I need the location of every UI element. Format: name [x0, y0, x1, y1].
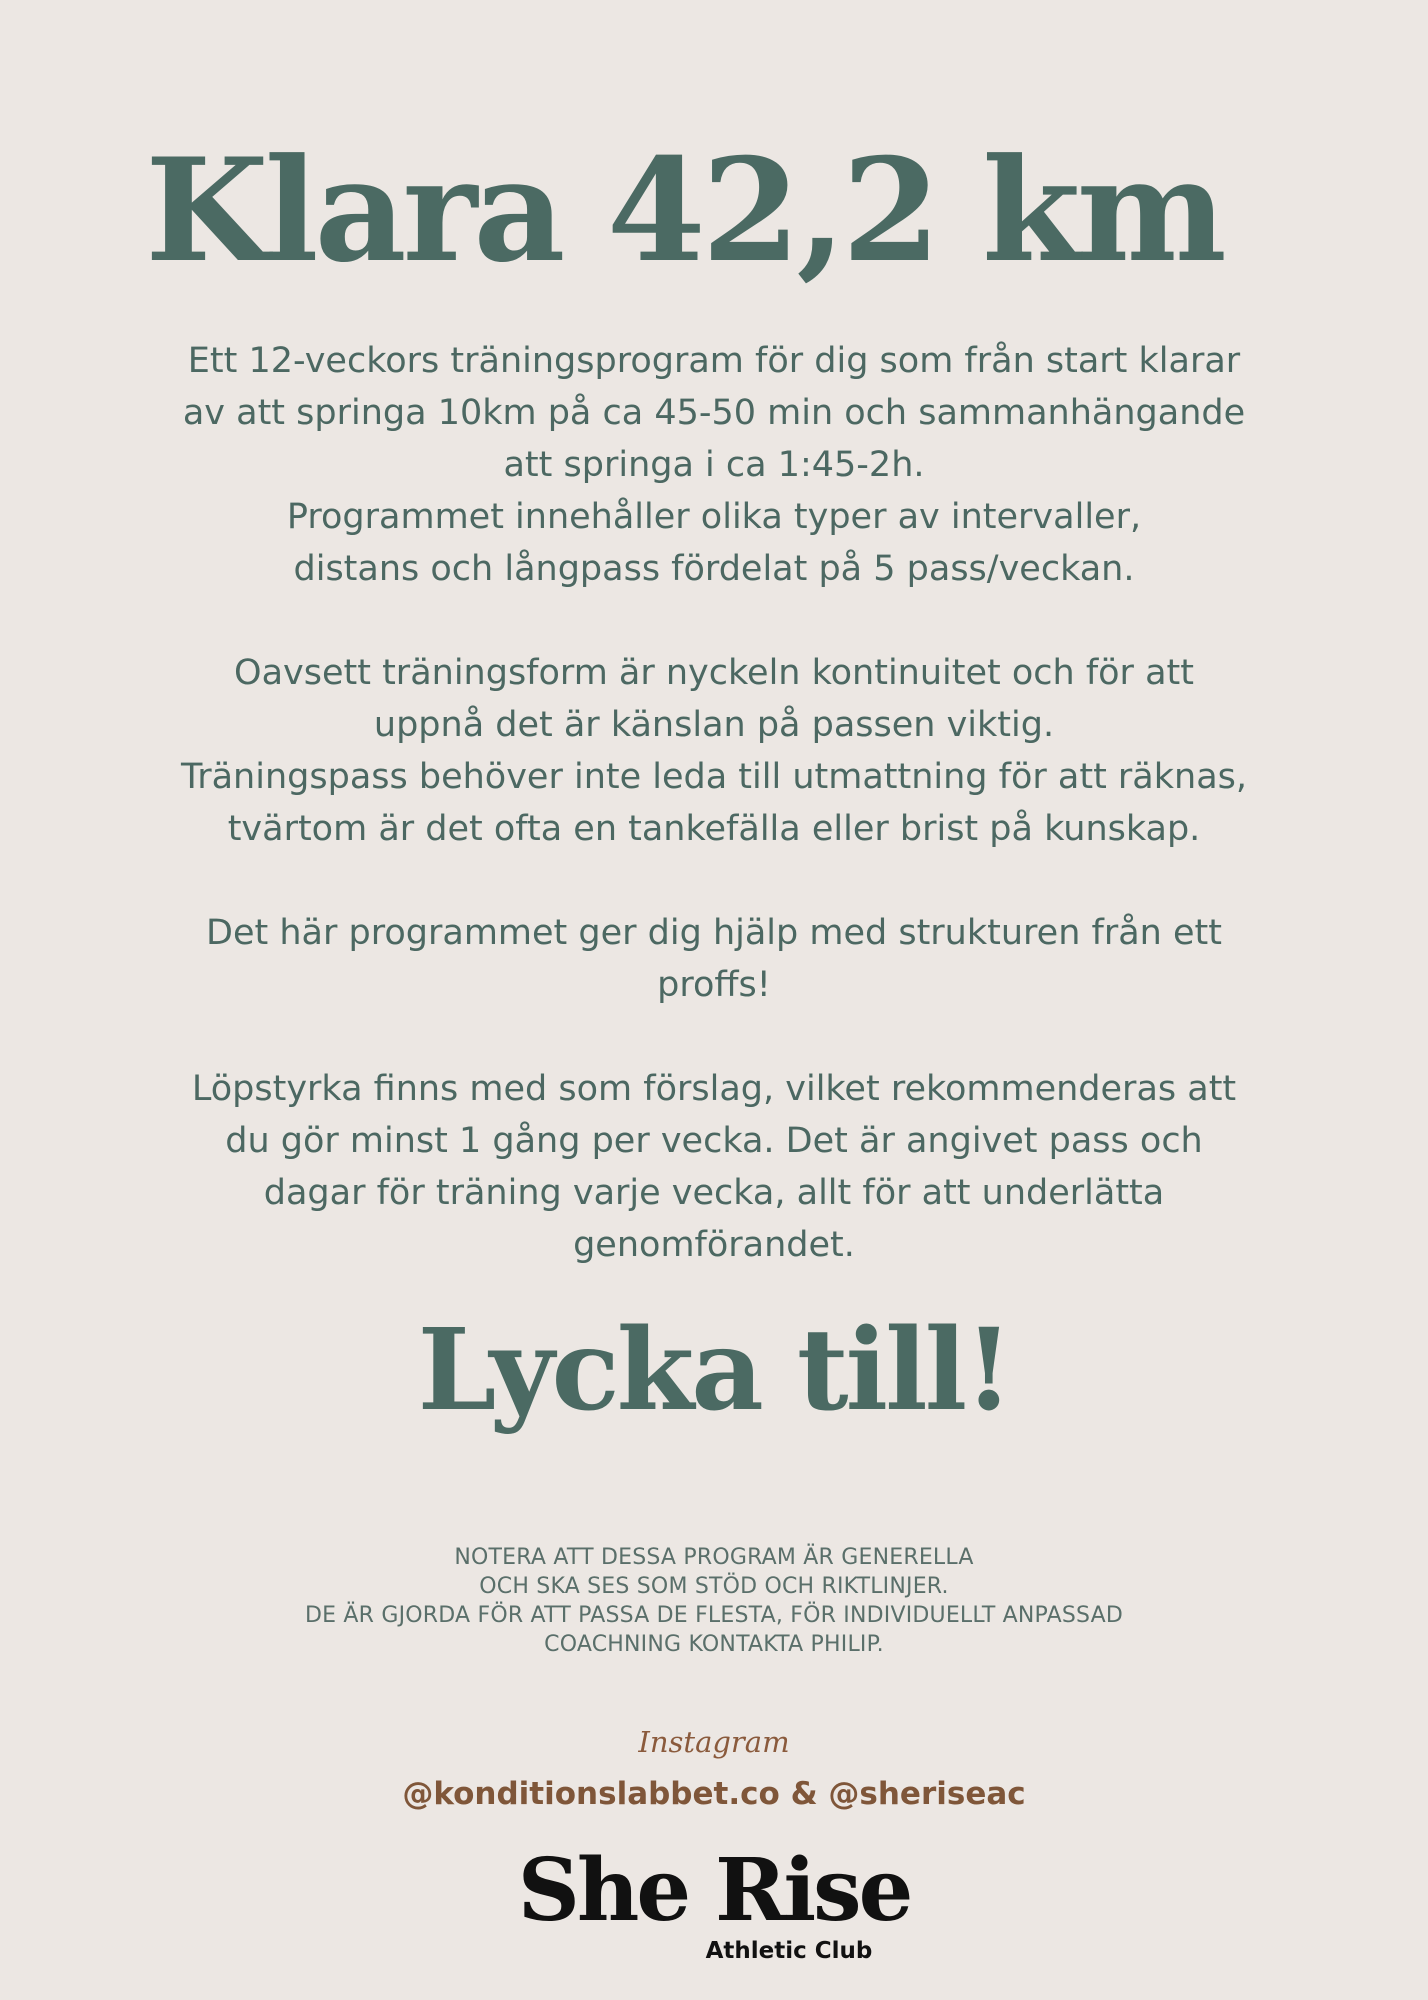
paragraph-line: att springa i ca 1:45-2h.	[503, 445, 925, 485]
notice-line: DE ÄR GJORDA FÖR ATT PASSA DE FLESTA, FÖR INDIVIDUELLT ANPASSAD	[304, 1603, 1123, 1628]
paragraph-line: uppnå det är känslan på passen viktig.	[373, 705, 1055, 745]
paragraph	[140, 647, 1288, 855]
logo-wordmark: She Rise	[517, 1840, 911, 1941]
paragraph-line: distans och långpass fördelat på 5 pass/veckan.	[293, 549, 1135, 589]
notice-line: COACHNING KONTAKTA PHILIP.	[544, 1632, 884, 1657]
paragraph-line: tvärtom är det ofta en tankefälla eller brist på kunskap.	[227, 809, 1201, 849]
body-text	[140, 335, 1288, 1323]
instagram-label: Instagram	[638, 1725, 790, 1759]
paragraph-line: Programmet innehåller olika typer av intervaller,	[286, 497, 1142, 537]
paragraph-line: Löpstyrka finns med som förslag, vilket rekommenderas att	[191, 1069, 1237, 1109]
paragraph-line: Träningspass behöver inte leda till utmattning för att räknas,	[180, 757, 1248, 797]
paragraph-line: Det här programmet ger dig hjälp med strukturen från ett	[206, 913, 1222, 953]
paragraph-line: av att springa 10km på ca 45-50 min och sammanhängande	[182, 393, 1246, 433]
paragraph-line: proffs!	[657, 965, 771, 1005]
paragraph	[140, 335, 1288, 595]
paragraph-line: Oavsett träningsform är nyckeln kontinuitet och för att	[234, 653, 1194, 693]
paragraph-line: dagar för träning varje vecka, allt för att underlätta	[263, 1173, 1165, 1213]
instagram-handles[interactable]: @konditionslabbet.co & @sheriseac	[402, 1776, 1026, 1812]
disclaimer-notice	[200, 1543, 1228, 1659]
page-title: Klara 42,2 km	[145, 128, 1223, 294]
notice-line: NOTERA ATT DESSA PROGRAM ÄR GENERELLA	[454, 1545, 974, 1570]
logo-subtitle: Athletic Club	[705, 1938, 873, 1964]
paragraph	[140, 907, 1288, 1011]
paragraph-line: Ett 12-veckors träningsprogram för dig som från start klarar	[187, 341, 1241, 381]
she-rise-logo	[0, 1840, 1428, 1964]
paragraph	[140, 1063, 1288, 1271]
paragraph-line: du gör minst 1 gång per vecka. Det är angivet pass och	[225, 1121, 1203, 1161]
closing-heading: Lycka till!	[417, 1305, 1011, 1436]
notice-line: OCH SKA SES SOM STÖD OCH RIKTLINJER.	[479, 1574, 949, 1599]
paragraph-line: genomförandet.	[573, 1225, 855, 1265]
